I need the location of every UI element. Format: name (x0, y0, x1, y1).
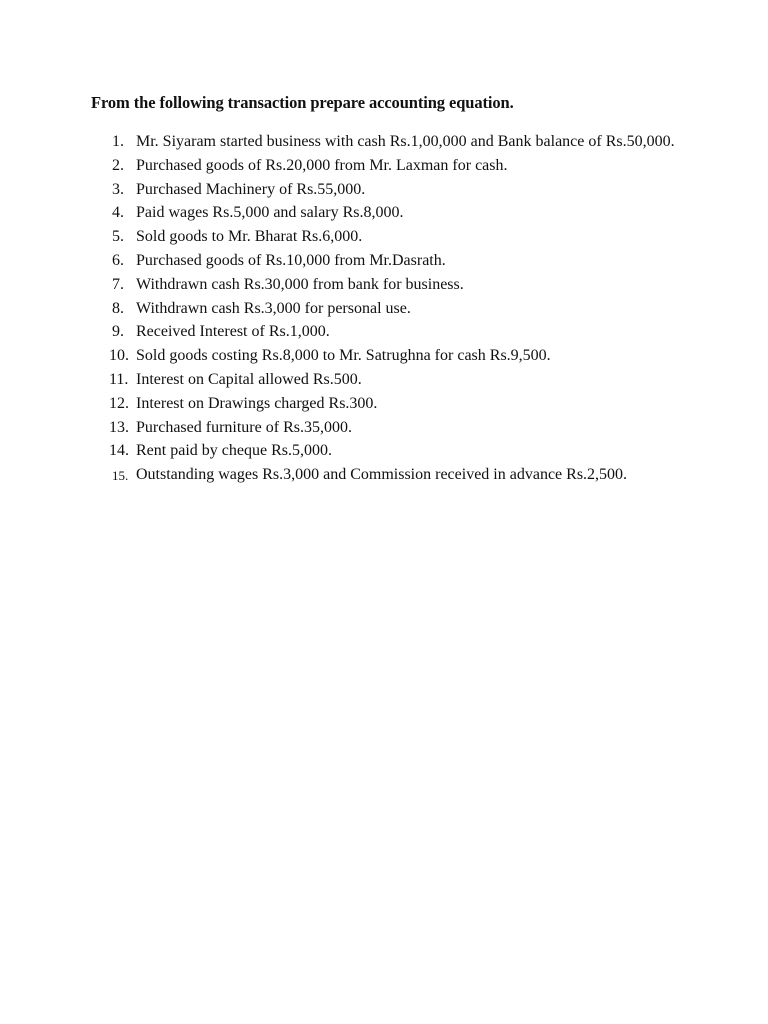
item-number: 13. (109, 418, 129, 436)
item-text: Interest on Drawings charged Rs.300. (136, 394, 378, 412)
item-text: Rent paid by cheque Rs.5,000. (136, 442, 332, 460)
item-number: 9. (112, 323, 124, 341)
item-number: 2. (112, 156, 124, 174)
item-text: Purchased furniture of Rs.35,000. (136, 418, 352, 436)
list-item (96, 273, 678, 297)
list-item (96, 392, 678, 416)
item-text: Received Interest of Rs.1,000. (136, 323, 330, 341)
item-text: Purchased goods of Rs.20,000 from Mr. Laxman for cash. (136, 156, 508, 174)
item-number: 4. (112, 204, 124, 222)
list-item (96, 344, 678, 368)
item-text: Sold goods to Mr. Bharat Rs.6,000. (136, 228, 363, 246)
list-item (96, 178, 678, 202)
item-number: 11. (109, 370, 129, 388)
item-number: 8. (112, 299, 124, 317)
item-text: Withdrawn cash Rs.30,000 from bank for business. (136, 275, 464, 293)
item-number: 14. (109, 442, 129, 460)
item-text: Withdrawn cash Rs.3,000 for personal use. (136, 299, 411, 317)
item-number: 7. (112, 275, 124, 293)
item-text: Paid wages Rs.5,000 and salary Rs.8,000. (136, 204, 404, 222)
list-item (96, 130, 678, 154)
list-item (96, 416, 678, 440)
list-item (96, 463, 678, 487)
item-text: Mr. Siyaram started business with cash Rs.1,00,000 and Bank balance of Rs.50,000. (136, 133, 675, 150)
transaction-list (96, 130, 678, 487)
item-number: 3. (112, 180, 124, 198)
list-item (96, 201, 678, 225)
item-text: Purchased goods of Rs.10,000 from Mr.Dasrath. (136, 251, 446, 269)
item-number: 12. (109, 394, 129, 412)
item-number: 15. (112, 468, 129, 484)
list-item (96, 249, 678, 273)
document-heading: From the following transaction prepare accounting equation. (91, 93, 514, 112)
item-text: Purchased Machinery of Rs.55,000. (136, 180, 366, 198)
list-item (96, 225, 678, 249)
item-text: Sold goods costing Rs.8,000 to Mr. Satrughna for cash Rs.9,500. (136, 347, 551, 365)
list-item (96, 154, 678, 178)
item-number: 1. (112, 133, 124, 150)
list-item (96, 297, 678, 321)
list-item (96, 368, 678, 392)
item-text: Outstanding wages Rs.3,000 and Commission received in advance Rs.2,500. (136, 466, 628, 484)
item-text: Interest on Capital allowed Rs.500. (136, 370, 362, 388)
item-number: 6. (112, 251, 124, 269)
list-item (96, 320, 678, 344)
item-number: 5. (112, 228, 124, 246)
item-number: 10. (109, 347, 129, 365)
list-item (96, 439, 678, 463)
